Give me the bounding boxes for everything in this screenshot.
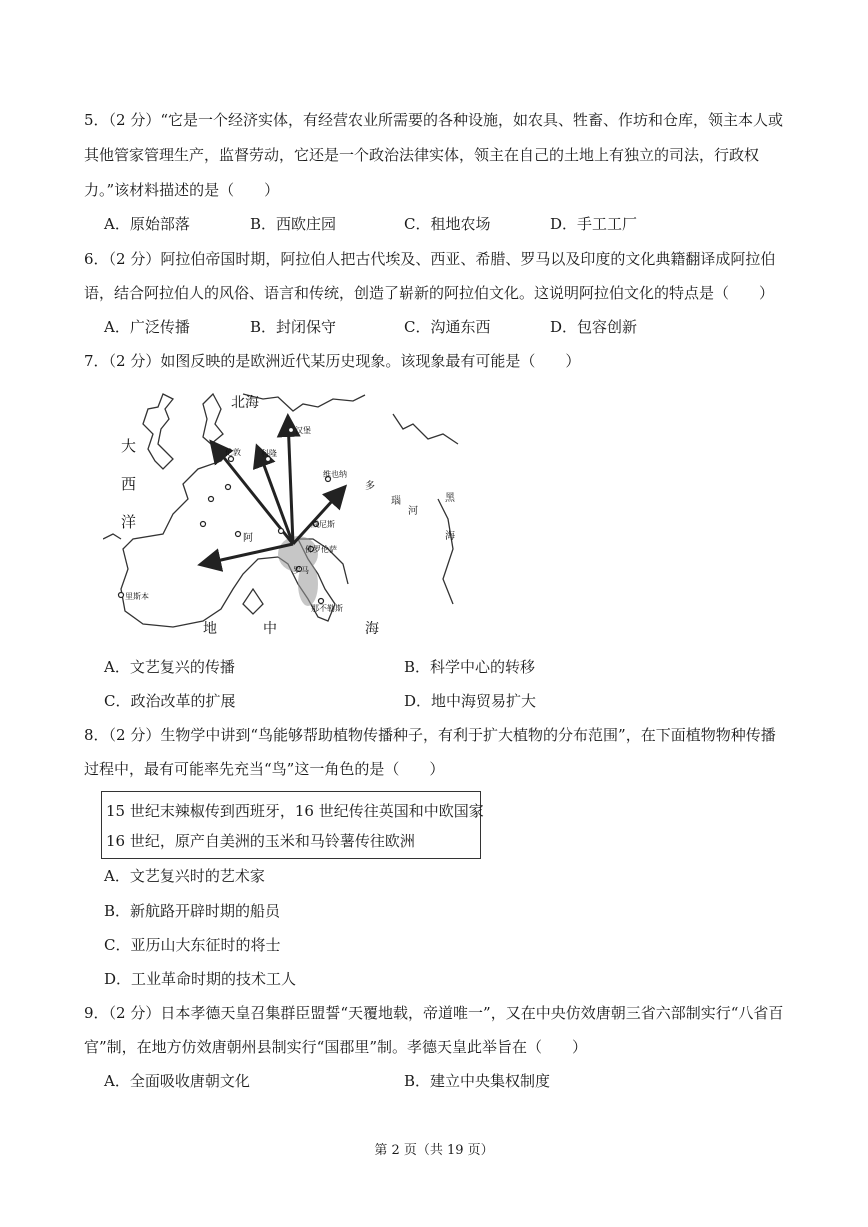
q8-option-c[interactable]: C．亚历山大东征时的将士 <box>104 936 281 954</box>
label-vienna: 维也纳 <box>323 470 347 479</box>
q6-stem-line1: 6．（2 分）阿拉伯帝国时期，阿拉伯人把古代埃及、西亚、希腊、罗马以及印度的文化典籍翻译成阿拉伯 <box>84 250 776 268</box>
q6-option-c[interactable]: C．沟通东西 <box>404 318 491 336</box>
q7-option-d[interactable]: D．地中海贸易扩大 <box>404 692 537 710</box>
q8-material-box <box>101 791 484 859</box>
label-lisbon: 里斯本 <box>125 592 149 601</box>
label-atlantic-2: 西 <box>121 477 137 493</box>
label-med-1: 地 <box>203 622 217 637</box>
q5-stem-line3: 力。”该材料描述的是（ ） <box>84 181 280 199</box>
q9-stem-line1: 9．（2 分）日本孝德天皇召集群臣盟誓“天覆地载，帝道唯一”，又在中央仿效唐朝三省六部制实行“八省百 <box>84 1004 784 1022</box>
label-danube-2: 瑙 <box>391 496 401 507</box>
q5-stem-line1: 5．（2 分）“它是一个经济实体，有经营农业所需要的各种设施，如农具、牲畜、作坊和仓库，领主本人或 <box>84 111 784 129</box>
label-rome: 罗马 <box>293 566 309 575</box>
q8-option-b[interactable]: B．新航路开辟时期的船员 <box>104 902 281 920</box>
europe-map-figure <box>103 389 463 637</box>
q9-stem-line2: 官”制，在地方仿效唐朝州县制实行“国郡里”制。孝德天皇此举旨在（ ） <box>84 1038 588 1056</box>
label-black-sea-1: 黑 <box>445 493 455 504</box>
q8-option-a[interactable]: A．文艺复兴时的艺术家 <box>104 867 265 885</box>
q8-stem-line1: 8．（2 分）生物学中讲到“鸟能够帮助植物传播种子，有利于扩大植物的分布范围”，在下面植物物种传播 <box>84 726 776 744</box>
q8-option-d[interactable]: D．工业革命时期的技术工人 <box>104 970 297 988</box>
label-hamburg: 汉堡 <box>295 426 311 435</box>
label-london: 伦敦 <box>225 448 241 457</box>
spread-arrows <box>203 419 343 564</box>
q8-material-line2: 16 世纪，原产自美洲的玉米和马铃薯传往欧洲 <box>106 832 415 850</box>
q7-option-a[interactable]: A．文艺复兴的传播 <box>104 658 235 676</box>
q5-option-b[interactable]: B．西欧庄园 <box>250 215 337 233</box>
q6-stem-line2: 语，结合阿拉伯人的风俗、语言和传统，创造了崭新的阿拉伯文化。这说明阿拉伯文化的特点是（ ） <box>84 284 775 302</box>
q5-option-c[interactable]: C．租地农场 <box>404 215 491 233</box>
label-black-sea-2: 海 <box>445 531 455 542</box>
q5-option-d[interactable]: D．手工工厂 <box>550 215 638 233</box>
q6-option-d[interactable]: D．包容创新 <box>550 318 638 336</box>
label-danube-3: 河 <box>408 506 418 517</box>
label-med-2: 中 <box>263 622 277 637</box>
label-alps: 阿 <box>243 533 253 544</box>
q9-option-b[interactable]: B．建立中央集权制度 <box>404 1072 551 1090</box>
q6-option-a[interactable]: A．广泛传播 <box>104 318 190 336</box>
label-danube-1: 多 <box>365 481 375 492</box>
q9-option-a[interactable]: A．全面吸收唐朝文化 <box>104 1072 250 1090</box>
label-north-sea: 北海 <box>231 396 259 411</box>
q5-stem-line2: 其他管家管理生产，监督劳动，它还是一个政治法律实体，领主在自己的土地上有独立的司法，行政权 <box>84 146 760 164</box>
q5-option-a[interactable]: A．原始部落 <box>104 215 190 233</box>
q8-stem-line2: 过程中，最有可能率先充当“鸟”这一角色的是（ ） <box>84 760 445 778</box>
label-cologne: 科隆 <box>261 449 277 458</box>
q7-option-c[interactable]: C．政治改革的扩展 <box>104 692 236 710</box>
q7-option-b[interactable]: B．科学中心的转移 <box>404 658 536 676</box>
label-venice: 威尼斯 <box>311 520 335 529</box>
q6-option-b[interactable]: B．封闭保守 <box>250 318 337 336</box>
label-naples: 那不勒斯 <box>311 604 343 613</box>
label-florence: 佛罗伦萨 <box>305 545 337 554</box>
q7-stem-line1: 7．（2 分）如图反映的是欧洲近代某历史现象。该现象最有可能是（ ） <box>84 352 581 370</box>
label-med-3: 海 <box>365 622 379 637</box>
label-atlantic-3: 洋 <box>121 515 137 531</box>
label-atlantic-1: 大 <box>121 439 137 455</box>
page-footer: 第 2 页（共 19 页） <box>374 1143 494 1158</box>
q8-material-line1: 15 世纪末辣椒传到西班牙，16 世纪传往英国和中欧国家 <box>106 802 484 820</box>
